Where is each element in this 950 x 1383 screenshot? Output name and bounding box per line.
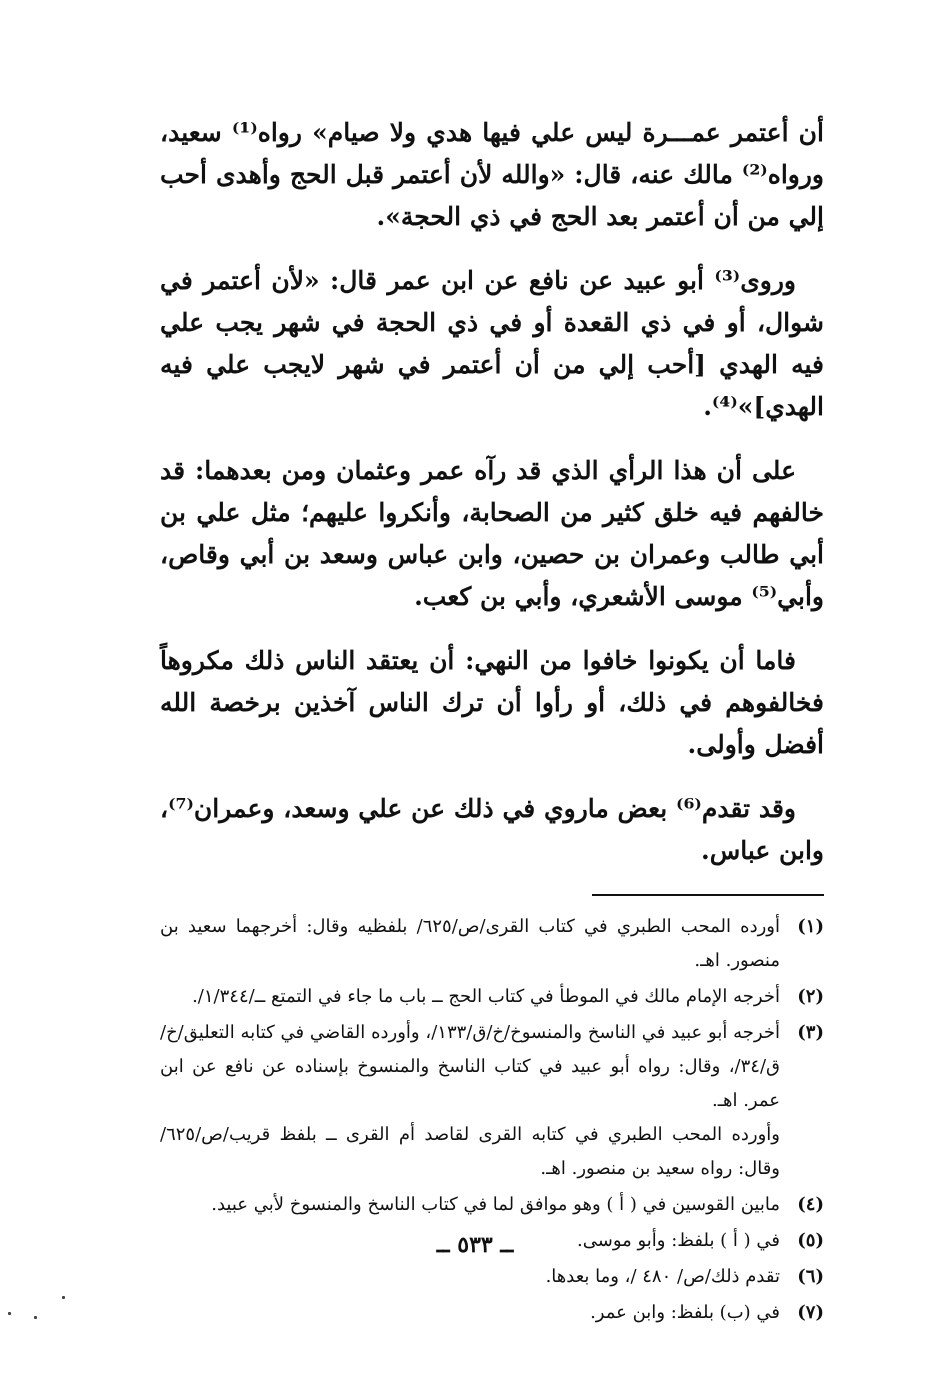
body-paragraph-4: فاما أن يكونوا خافوا من النهي: أن يعتقد الناس ذلك مكروهاً فخالفوهم في ذلك، أو رأوا أن ترك الناس آخذين برخصة الله أفضل وأولى. xyxy=(160,646,824,759)
footnote-line: أخرجه الإمام مالك في الموطأ في كتاب الحج ــ باب ما جاء في التمتع ــ/١/٣٤٤/. xyxy=(192,986,780,1007)
scan-speck xyxy=(34,1316,37,1319)
body-paragraph-1: أن أعتمر عمـــرة ليس علي فيها هدي ولا صيام» رواه⁽¹⁾ سعيد، ورواه⁽²⁾ مالك عنه، قال: «والله لأن أعتمر قبل الحج وأهدى أحب إلي من أن أعتمر بعد الحج في ذي الحجة». xyxy=(160,118,824,231)
footnote-4 xyxy=(160,1188,824,1222)
footnote-number: (٦) xyxy=(797,1266,824,1287)
footnotes xyxy=(160,910,824,1330)
footnote-number: (٥) xyxy=(797,1230,824,1251)
footnote-text xyxy=(160,1260,780,1294)
footnote-1 xyxy=(160,910,824,978)
body-paragraph-2: وروى⁽³⁾ أبو عبيد عن نافع عن ابن عمر قال: «لأن أعتمر في شوال، أو في ذي القعدة أو في ذي الحجة في شهر يجب علي فيه الهدي [أحب إلي من أن أعتمر في شهر لايجب علي فيه الهدي]»⁽⁴⁾. xyxy=(160,266,824,421)
footnote-text xyxy=(160,1188,780,1222)
body-paragraph-3: على أن هذا الرأي الذي قد رآه عمر وعثمان ومن بعدهما: قد خالفهم فيه خلق كثير من الصحابة، وأنكروا عليهم؛ مثل علي بن أبي طالب وعمران بن حصين، وابن عباس وسعد بن أبي وقاص، وأبي⁽⁵⁾ موسى الأشعري، وأبي بن كعب. xyxy=(160,456,824,611)
footnote-text xyxy=(160,1296,780,1330)
footnote-number: (٤) xyxy=(797,1194,824,1215)
footnote-line: في (ب) بلفظ: وابن عمر. xyxy=(590,1302,780,1323)
footnote-number: (٧) xyxy=(797,1302,824,1323)
footnote-divider xyxy=(592,894,824,896)
footnote-7 xyxy=(160,1296,824,1330)
footnote-number: (١) xyxy=(797,916,824,937)
footnote-line: تقدم ذلك/ص/ ٤٨٠ /، وما بعدها. xyxy=(545,1266,780,1287)
footnote-number: (٣) xyxy=(797,1022,824,1043)
footnote-2 xyxy=(160,980,824,1014)
footnote-line: وأورده المحب الطبري في كتابه القرى لقاصد أم القرى ــ بلفظ قريب/ص/٦٢٥/ وقال: رواه سعيد بن منصور. اهـ. xyxy=(160,1124,780,1179)
body-paragraph-5: وقد تقدم⁽⁶⁾ بعض ماروي في ذلك عن علي وسعد، وعمران⁽⁷⁾، وابن عباس. xyxy=(160,794,824,865)
footnote-line: مابين القوسين في ( أ ) وهو موافق لما في كتاب الناسخ والمنسوخ لأبي عبيد. xyxy=(211,1194,780,1215)
footnote-line: أورده المحب الطبري في كتاب القرى/ص/٦٢٥/ بلفظيه وقال: أخرجهما سعيد بن منصور. اهـ. xyxy=(160,916,781,971)
scan-speck xyxy=(8,1312,11,1315)
footnote-text xyxy=(160,1016,780,1186)
footnote-text xyxy=(160,980,780,1014)
footnote-number: (٢) xyxy=(797,986,824,1007)
footnote-6 xyxy=(160,1260,824,1294)
page-number: ــ ٥٣٣ ــ xyxy=(436,1232,514,1258)
footnote-line: أخرجه أبو عبيد في الناسخ والمنسوخ/خ/ق/١٣٣/، وأورده القاضي في كتابه التعليق/خ/ق/٣٤/، وقال: رواه أبو عبيد في كتاب الناسخ والمنسوخ بإسناده عن نافع عن ابن عمر. اهـ. xyxy=(160,1022,780,1111)
page-content xyxy=(160,112,824,1332)
scan-speck xyxy=(62,1296,65,1299)
footnote-3 xyxy=(160,1016,824,1186)
footnote-line: في ( أ ) بلفظ: وأبو موسى. xyxy=(577,1230,780,1251)
footnote-text xyxy=(160,910,780,978)
